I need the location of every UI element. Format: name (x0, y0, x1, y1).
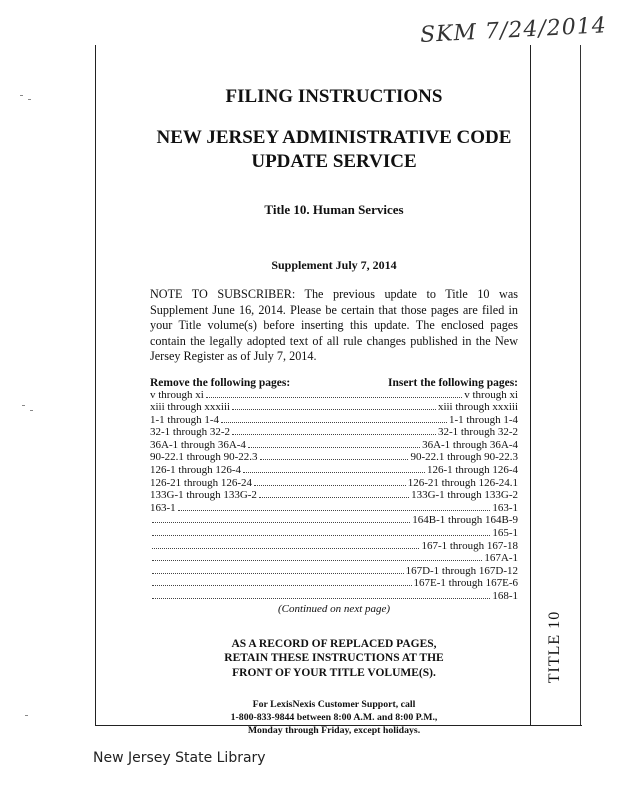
heading-code-line2: UPDATE SERVICE (251, 151, 417, 172)
dot-leader (152, 552, 482, 561)
table-row (150, 502, 518, 515)
table-row (150, 577, 518, 590)
table-row (150, 401, 518, 414)
table-row (150, 514, 518, 527)
support-line: Monday through Friday, except holidays. (247, 725, 421, 737)
insert-pages: 1-1 through 1-4 (448, 413, 518, 426)
dot-leader (152, 565, 404, 574)
table-row (150, 565, 518, 578)
dot-leader (206, 389, 462, 398)
table-row (150, 552, 518, 565)
remove-pages: 126-21 through 126-24 (150, 476, 253, 489)
continued-note: (Continued on next page) (277, 602, 391, 615)
table-row (150, 451, 518, 464)
table-header (150, 377, 518, 389)
support-line: For LexisNexis Customer Support, call (252, 699, 416, 711)
insert-pages: 90-22.1 through 90-22.3 (410, 451, 518, 464)
record-line: AS A RECORD OF REPLACED PAGES, (231, 637, 437, 650)
insert-pages: 163-1 (492, 501, 518, 514)
insert-pages: 164B-1 through 164B-9 (412, 514, 518, 527)
insert-pages: 168-1 (492, 590, 518, 602)
insert-pages: 167-1 through 167-18 (421, 539, 518, 552)
insert-pages: 167A-1 (484, 552, 518, 565)
heading-filing: FILING INSTRUCTIONS (225, 86, 443, 107)
subscriber-note: NOTE TO SUBSCRIBER: The previous update to Title 10 was Supplement June 16, 2014. Please be certain that those pages are filed in your Title volume(s) before inserting this update. The enclosed pages contain the legally adopted text of all rule changes published in the New Jersey Register as of July 7, 2014. (150, 287, 518, 363)
remove-pages: 32-1 through 32-2 (150, 426, 231, 439)
dot-leader (178, 502, 491, 511)
scan-speck (25, 715, 28, 716)
insert-pages: v through xi (464, 388, 518, 401)
scan-speck (28, 99, 31, 100)
dot-leader (260, 451, 409, 460)
dot-leader (254, 477, 406, 486)
remove-pages: 36A-1 through 36A-4 (150, 438, 246, 451)
dot-leader (152, 540, 419, 549)
dot-leader (221, 414, 447, 423)
insert-pages: 167D-1 through 167D-12 (405, 564, 518, 577)
insert-pages: 167E-1 through 167E-6 (413, 577, 518, 590)
dot-leader (152, 590, 490, 599)
insert-pages: 133G-1 through 133G-2 (411, 489, 518, 502)
insert-pages: 32-1 through 32-2 (437, 426, 518, 439)
insert-pages: xiii through xxxiii (437, 401, 518, 414)
table-row (150, 414, 518, 427)
dot-leader (248, 439, 420, 448)
title-line: Title 10. Human Services (264, 202, 404, 217)
remove-pages: 126-1 through 126-4 (150, 464, 242, 477)
dot-leader (232, 426, 436, 435)
remove-pages: 90-22.1 through 90-22.3 (150, 451, 258, 464)
handwritten-initials: SKM 7/24/2014 (419, 13, 608, 48)
table-row (150, 477, 518, 490)
table-row (150, 527, 518, 540)
table-row (150, 464, 518, 477)
dot-leader (152, 577, 412, 586)
table-row (150, 426, 518, 439)
remove-pages: 163-1 (150, 501, 176, 514)
support-line: 1-800-833-9844 between 8:00 A.M. and 8:00 P.M., (230, 712, 438, 724)
table-row (150, 489, 518, 502)
library-stamp: New Jersey State Library (93, 750, 266, 766)
insert-pages: 165-1 (492, 527, 518, 540)
title-tab (528, 602, 582, 692)
scan-speck (20, 95, 23, 96)
insert-pages: 36A-1 through 36A-4 (422, 438, 518, 451)
dot-leader (152, 527, 490, 536)
remove-pages: v through xi (150, 388, 204, 401)
heading-code-line1: NEW JERSEY ADMINISTRATIVE CODE (156, 127, 512, 148)
table-row (150, 590, 518, 603)
record-line: RETAIN THESE INSTRUCTIONS AT THE (224, 652, 444, 665)
record-line: FRONT OF YOUR TITLE VOLUME(S). (232, 666, 436, 679)
instructions-body (150, 86, 518, 737)
remove-pages: xiii through xxxiii (150, 401, 231, 414)
dot-leader (259, 489, 409, 498)
title-tab-label: TITLE 10 (546, 610, 564, 684)
insert-pages: 126-1 through 126-4 (426, 464, 518, 477)
page-list (150, 389, 518, 603)
scan-speck (22, 405, 25, 406)
dot-leader (232, 401, 436, 410)
dot-leader (243, 464, 425, 473)
table-row (150, 439, 518, 452)
insert-header: Insert the following pages: (387, 376, 518, 389)
table-row (150, 389, 518, 402)
remove-pages: 133G-1 through 133G-2 (150, 489, 257, 502)
table-row (150, 540, 518, 553)
insert-pages: 126-21 through 126-24.1 (407, 476, 518, 489)
supplement-date: Supplement July 7, 2014 (271, 258, 397, 272)
remove-pages: 1-1 through 1-4 (150, 413, 220, 426)
remove-header: Remove the following pages: (150, 376, 291, 389)
scan-speck (30, 410, 33, 411)
dot-leader (152, 514, 410, 523)
support-notice (150, 698, 518, 737)
record-notice (150, 637, 518, 681)
